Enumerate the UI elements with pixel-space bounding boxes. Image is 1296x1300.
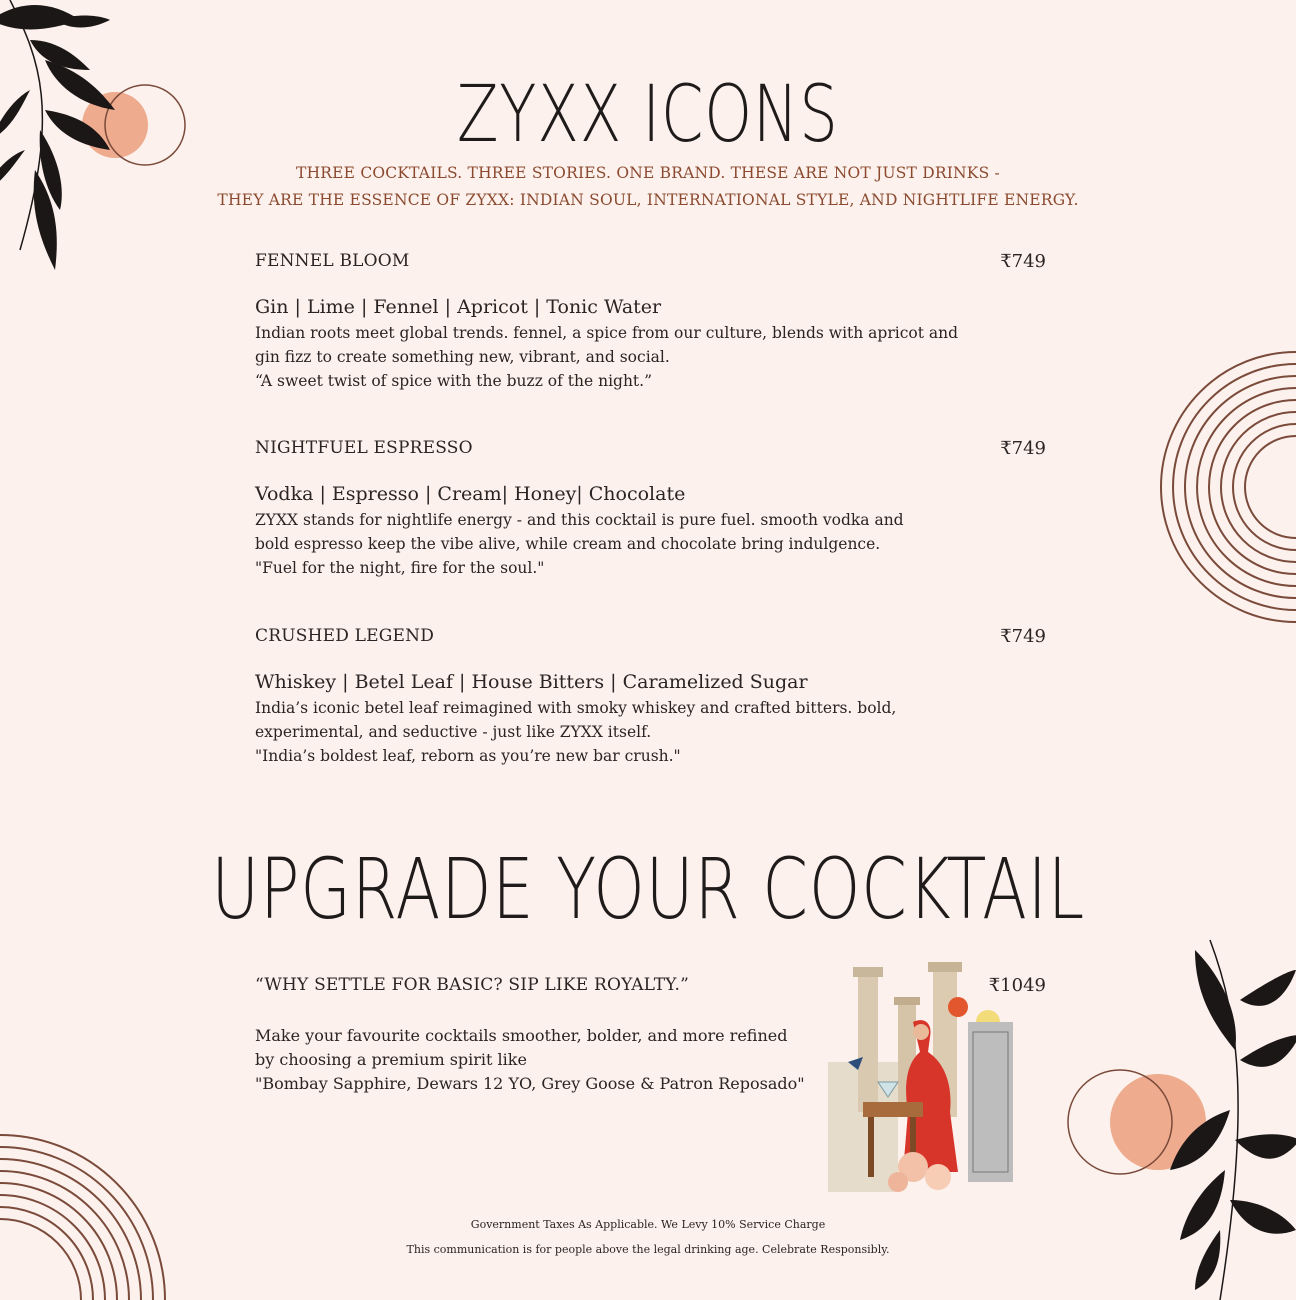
item-name: NIGHTFUEL ESPRESSO [255,438,473,458]
collage-illustration [828,962,1018,1197]
desc-line: gin fizz to create something new, vibrant, and social. [255,348,670,366]
item-description [255,696,1015,768]
desc-quote: “A sweet twist of spice with the buzz of the night.” [255,372,653,390]
item-description [255,508,1015,580]
desc-line: "Bombay Sapphire, Dewars 12 YO, Grey Goose & Patron Reposado" [255,1074,805,1093]
desc-line: experimental, and seductive - just like ZYXX itself. [255,723,652,741]
item-price: ₹749 [1000,626,1046,647]
desc-line: bold espresso keep the vibe alive, while cream and chocolate bring indulgence. [255,535,881,553]
concentric-arc-right-icon [1086,352,1296,622]
upgrade-description [255,1024,835,1096]
item-description [255,321,1015,393]
desc-line: Make your favourite cocktails smoother, bolder, and more refined [255,1026,788,1045]
tagline-line-1: THREE COCKTAILS. THREE STORIES. ONE BRAND. THESE ARE NOT JUST DRINKS - [296,164,1000,182]
desc-line: by choosing a premium spirit like [255,1050,527,1069]
desc-quote: "India’s boldest leaf, reborn as you’re new bar crush." [255,747,681,765]
concentric-arc-bottom-left-icon [0,1130,170,1300]
item-name: FENNEL BLOOM [255,251,410,271]
item-name: CRUSHED LEGEND [255,626,435,646]
desc-line: Indian roots meet global trends. fennel, a spice from our culture, blends with apricot and [255,324,959,342]
item-price: ₹749 [1000,438,1046,459]
desc-quote: "Fuel for the night, fire for the soul." [255,559,545,577]
upgrade-price: ₹1049 [988,975,1046,996]
desc-line: ZYXX stands for nightlife energy - and this cocktail is pure fuel. smooth vodka and [255,511,904,529]
item-price: ₹749 [1000,251,1046,272]
item-ingredients: Vodka | Espresso | Cream| Honey| Chocolate [255,483,686,505]
item-ingredients: Gin | Lime | Fennel | Apricot | Tonic Water [255,296,662,318]
upgrade-title: UPGRADE YOUR COCKTAIL [211,840,1085,938]
footer-tax-note: Government Taxes As Applicable. We Levy 10% Service Charge [470,1218,826,1231]
tagline-line-2: THEY ARE THE ESSENCE OF ZYXX: INDIAN SOUL, INTERNATIONAL STYLE, AND NIGHTLIFE ENERGY. [217,191,1079,209]
footer-age-note: This communication is for people above the legal drinking age. Celebrate Responsibly. [406,1243,890,1256]
icons-title: ZYXX ICONS [457,70,839,160]
item-ingredients: Whiskey | Betel Leaf | House Bitters | Caramelized Sugar [255,671,808,693]
upgrade-headline: “WHY SETTLE FOR BASIC? SIP LIKE ROYALTY.” [255,975,690,995]
desc-line: India’s iconic betel leaf reimagined with smoky whiskey and crafted bitters. bold, [255,699,897,717]
icons-tagline [0,160,1296,214]
